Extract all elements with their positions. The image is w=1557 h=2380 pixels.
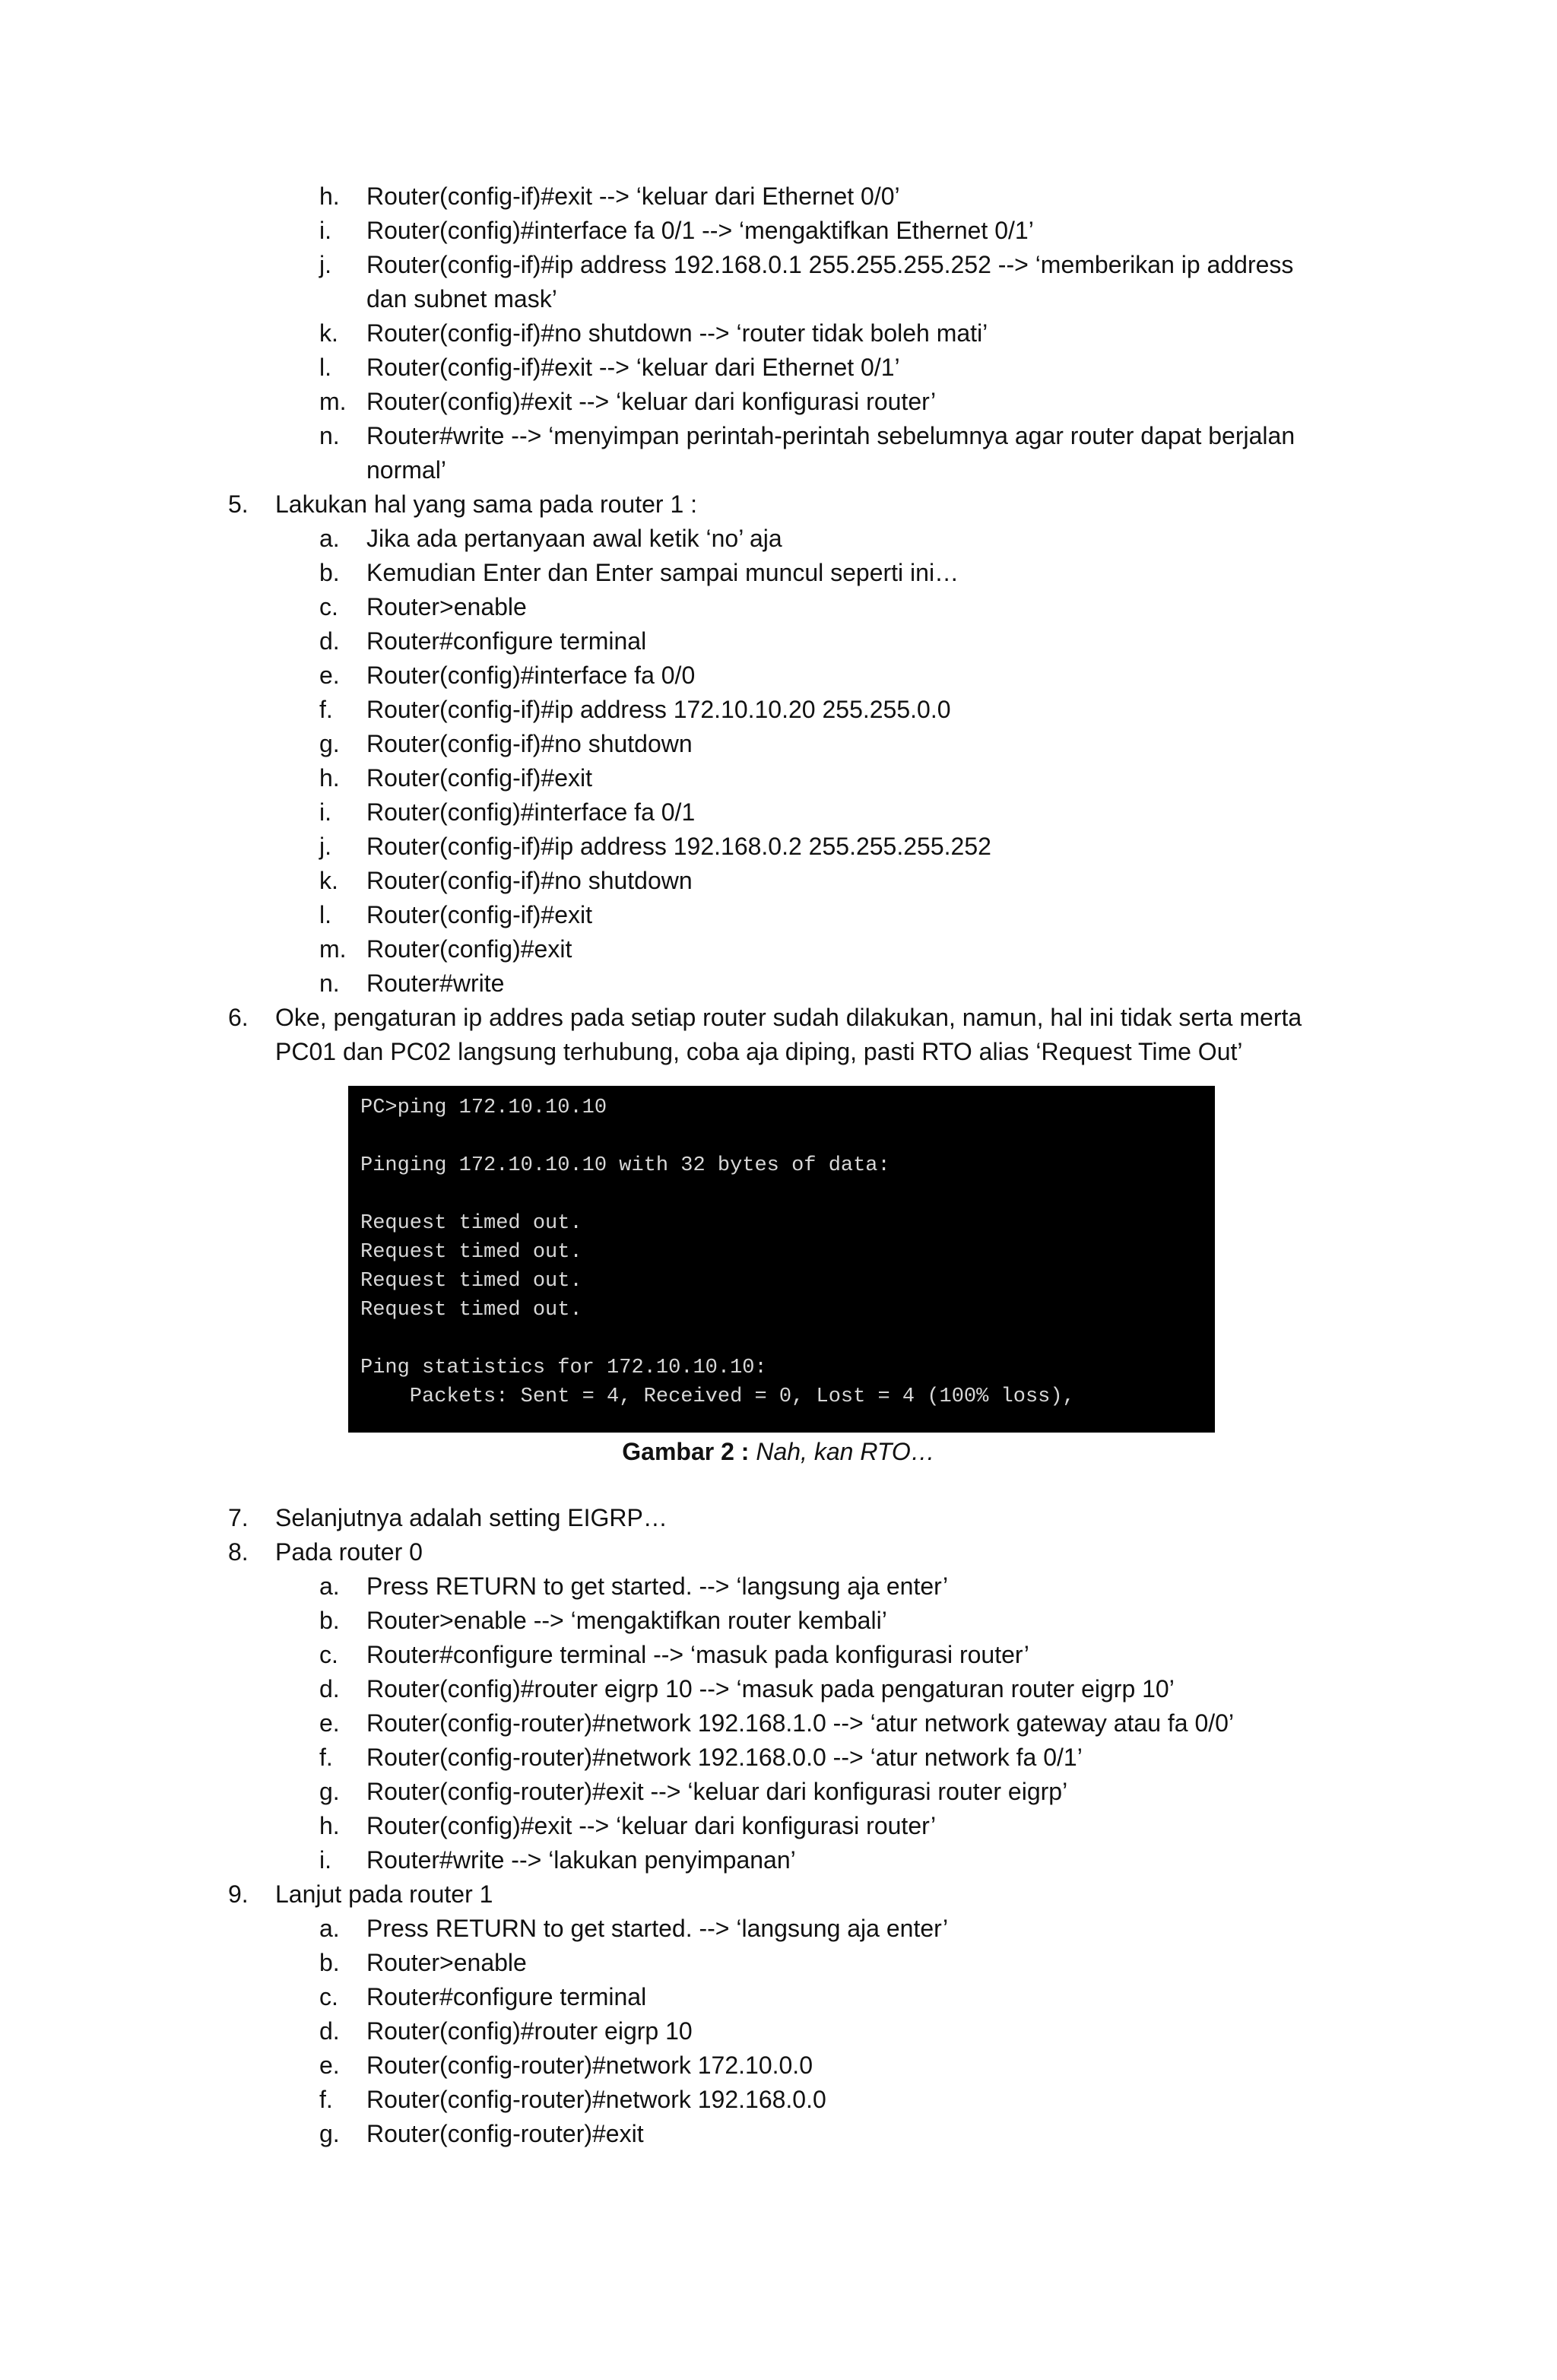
list-item: n. Router#write --> ‘menyimpan perintah-perintah sebelumnya agar router dapat berjalan (319, 422, 1295, 449)
step-5-heading: 5. Lakukan hal yang sama pada router 1 : (228, 490, 698, 518)
list-item: d. Router(config)#router eigrp 10 --> ‘masuk pada pengaturan router eigrp 10’ (319, 1675, 1175, 1702)
document-content (0, 179, 1557, 2151)
terminal-line: Request timed out. (360, 1270, 582, 1293)
list-item: c. Router#configure terminal (319, 1983, 647, 2010)
list-item: c. Router#configure terminal --> ‘masuk pada konfigurasi router’ (319, 1641, 1029, 1668)
list-item: a. Press RETURN to get started. --> ‘langsung aja enter’ (319, 1915, 949, 1942)
list-item: m. Router(config)#exit --> ‘keluar dari konfigurasi router’ (319, 388, 937, 415)
terminal-line: Request timed out. (360, 1212, 582, 1235)
list-item: d. Router#configure terminal (319, 627, 647, 655)
terminal-screenshot (348, 1086, 1215, 1433)
list-item: i. Router#write --> ‘lakukan penyimpanan’ (319, 1846, 796, 1874)
list-item: a. Jika ada pertanyaan awal ketik ‘no’ aja (319, 525, 782, 552)
caption-label: Gambar 2 : (622, 1438, 750, 1465)
list-item: f. Router(config-router)#network 192.168.0.0 --> ‘atur network fa 0/1’ (319, 1744, 1083, 1771)
list-item: l. Router(config-if)#exit --> ‘keluar dari Ethernet 0/1’ (319, 354, 900, 381)
list-item: g. Router(config-router)#exit (319, 2120, 644, 2147)
step-5-substeps (0, 522, 1557, 1001)
list-item: b. Router>enable --> ‘mengaktifkan router kembali’ (319, 1607, 887, 1634)
terminal-line: PC>ping 172.10.10.10 (360, 1096, 607, 1119)
list-item: j. Router(config-if)#ip address 192.168.0.1 255.255.255.252 --> ‘memberikan ip address (319, 251, 1294, 278)
list-item: b. Router>enable (319, 1949, 527, 1976)
list-item: n. Router#write (319, 969, 505, 997)
list-item: e. Router(config-router)#network 192.168.1.0 --> ‘atur network gateway atau fa 0/0’ (319, 1709, 1235, 1737)
terminal-line: Request timed out. (360, 1299, 582, 1322)
list-item: c. Router>enable (319, 593, 527, 620)
list-item: b. Kemudian Enter dan Enter sampai muncul seperti ini… (319, 559, 959, 586)
step-9-heading: 9. Lanjut pada router 1 (228, 1880, 493, 1908)
list-item: e. Router(config)#interface fa 0/0 (319, 662, 696, 689)
list-item-continuation: normal’ (366, 456, 446, 484)
step-8-substeps (0, 1569, 1557, 1877)
list-item: g. Router(config-if)#no shutdown (319, 730, 693, 757)
list-item: g. Router(config-router)#exit --> ‘keluar dari konfigurasi router eigrp’ (319, 1778, 1068, 1805)
list-item: m. Router(config)#exit (319, 935, 572, 963)
terminal-line: Ping statistics for 172.10.10.10: (360, 1357, 767, 1379)
step-7-heading: 7. Selanjutnya adalah setting EIGRP… (228, 1504, 668, 1531)
step-9-substeps (0, 1912, 1557, 2151)
list-item: k. Router(config-if)#no shutdown (319, 867, 693, 894)
terminal-line: Pinging 172.10.10.10 with 32 bytes of data: (360, 1154, 890, 1177)
step-4-substeps (0, 179, 1557, 487)
list-item: h. Router(config-if)#exit --> ‘keluar dari Ethernet 0/0’ (319, 182, 900, 210)
list-item: j. Router(config-if)#ip address 192.168.0.2 255.255.255.252 (319, 833, 991, 860)
list-item: i. Router(config)#interface fa 0/1 (319, 798, 696, 826)
list-item: h. Router(config-if)#exit (319, 764, 592, 792)
figure-caption (0, 1433, 1557, 1471)
list-item: a. Press RETURN to get started. --> ‘langsung aja enter’ (319, 1572, 949, 1600)
list-item: f. Router(config-router)#network 192.168.0.0 (319, 2086, 826, 2113)
list-item: k. Router(config-if)#no shutdown --> ‘router tidak boleh mati’ (319, 319, 988, 347)
step-6-continuation: PC01 dan PC02 langsung terhubung, coba aja diping, pasti RTO alias ‘Request Time Out’ (275, 1038, 1243, 1065)
list-item: f. Router(config-if)#ip address 172.10.10.20 255.255.0.0 (319, 696, 951, 723)
list-item: h. Router(config)#exit --> ‘keluar dari konfigurasi router’ (319, 1812, 937, 1839)
terminal-line: Request timed out. (360, 1241, 582, 1264)
terminal-line: Packets: Sent = 4, Received = 0, Lost = 4 (100% loss), (360, 1385, 1075, 1408)
spacer (0, 1471, 1557, 1501)
caption-text: Nah, kan RTO… (749, 1438, 935, 1465)
list-item-continuation: dan subnet mask’ (366, 285, 557, 313)
list-item: d. Router(config)#router eigrp 10 (319, 2017, 693, 2045)
list-item: i. Router(config)#interface fa 0/1 --> ‘mengaktifkan Ethernet 0/1’ (319, 217, 1034, 244)
list-item: e. Router(config-router)#network 172.10.0.0 (319, 2052, 813, 2079)
step-6-heading: 6. Oke, pengaturan ip addres pada setiap router sudah dilakukan, namun, hal ini tidak serta merta (228, 1004, 1302, 1031)
step-8-heading: 8. Pada router 0 (228, 1538, 423, 1566)
list-item: l. Router(config-if)#exit (319, 901, 592, 928)
